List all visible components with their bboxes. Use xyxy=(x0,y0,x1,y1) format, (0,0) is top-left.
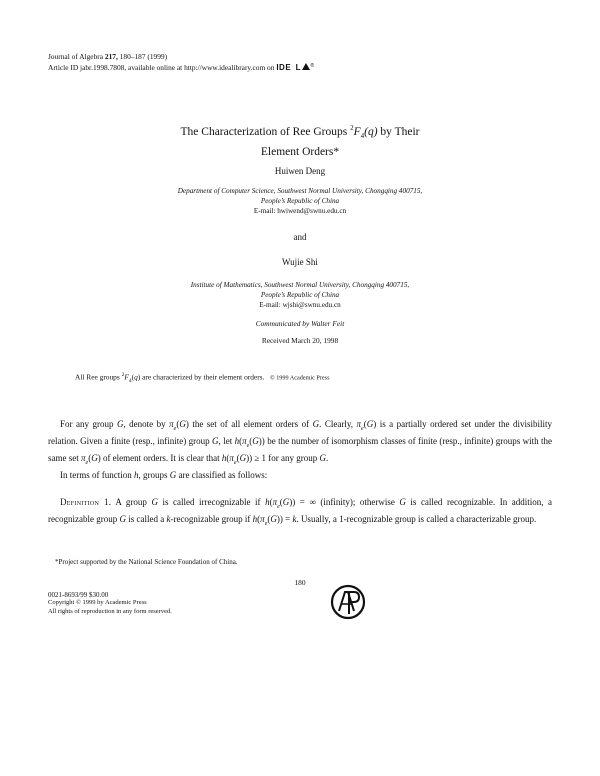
journal-header xyxy=(48,52,315,73)
body-paragraph-1: For any group G, denote by $\pi_e(G)$ the set of all element orders of G. Clearly, $\pi_e(G)$ is a partially ordered set under the divisibility relation. Given a finite (resp., infinite) group G, let $h(\pi_e(G))$ be the number of isomorphism classes of finite (resp., infinite) groups with the same set $\pi_e(G)$ of element orders. It is clear that $h(\pi_e(G)) \ge 1$ for any group G. In terms of function h, groups G are classified as follows: xyxy=(48,419,553,481)
title-superscript: 2 xyxy=(350,124,354,132)
rights-line: All rights of reproduction in any form reserved. xyxy=(48,607,172,615)
journal-pages: 180–187 (1999) xyxy=(119,52,168,61)
communicated-by: Communicated by Walter Feit xyxy=(255,319,345,328)
article-id-line xyxy=(48,62,315,73)
publisher-info xyxy=(48,591,172,616)
email-2: E-mail: wjshi@swnu.edu.cn xyxy=(259,301,341,309)
copyright-line: Copyright © 1999 by Academic Press xyxy=(48,599,147,607)
conjunction-and: and xyxy=(293,232,307,242)
received-date: Received March 20, 1998 xyxy=(261,336,339,345)
academic-press-logo-icon xyxy=(330,584,366,620)
journal-name: Journal of Algebra xyxy=(48,52,104,61)
abstract-copyright: © 1999 Academic Press xyxy=(269,374,330,382)
paper-title xyxy=(60,120,540,160)
affiliation-2: Institute of Mathematics, Southwest Normal University, Chongqing 400715, People’s Republic of China E-mail: wjshi@swnu.edu.cn xyxy=(60,280,540,310)
author-2: Wujie Shi xyxy=(282,257,318,267)
definition-1: Definition 1. A group G is called irrecognizable if $h(\pi_e(G))$ = ∞ (infinity); otherwise G is called recognizable. In addition, a recognizable group G is called a k-recognizable group if $h(\pi_e(G)) = k$. Usually, a 1-recognizable group is called a characterizable group. xyxy=(48,497,552,527)
journal-citation xyxy=(48,52,315,62)
title-math: F xyxy=(353,125,361,138)
svg-text:®: ® xyxy=(310,63,315,69)
article-id: Article ID jabr.1998.7808, available online at http://www.idealibrary.com on xyxy=(48,63,275,72)
email-1: E-mail: hwiwend@swnu.edu.cn xyxy=(253,207,347,215)
definition-label: Definition 1. xyxy=(60,497,112,507)
journal-volume: 217, xyxy=(104,52,118,61)
issn: 0021-8693/99 $30.00 xyxy=(48,591,109,599)
ideal-logo: IDE L xyxy=(276,63,302,72)
affiliation-1: Department of Computer Science, Southwest Normal University, Chongqing 400715, People’s Republic of China E-mail: hwiwend@swnu.edu.cn xyxy=(60,186,540,216)
title-line-2: Element Orders* xyxy=(260,146,340,159)
page-number: 180 xyxy=(294,578,306,587)
title-math-arg: (q) xyxy=(364,125,378,138)
abstract: All Ree groups $^2F_4(q)$ are characterized by their element orders. © 1999 Academic Press xyxy=(75,372,330,384)
title-line-1: The Characterization of Ree Groups $^2F_4(q)$ by Their xyxy=(180,124,420,141)
author-1: Huiwen Deng xyxy=(274,166,326,176)
footnote: *Project supported by the National Science Foundation of China. xyxy=(55,558,238,566)
ideal-logo-icon xyxy=(301,62,315,71)
title-subscript: 4 xyxy=(360,132,365,141)
